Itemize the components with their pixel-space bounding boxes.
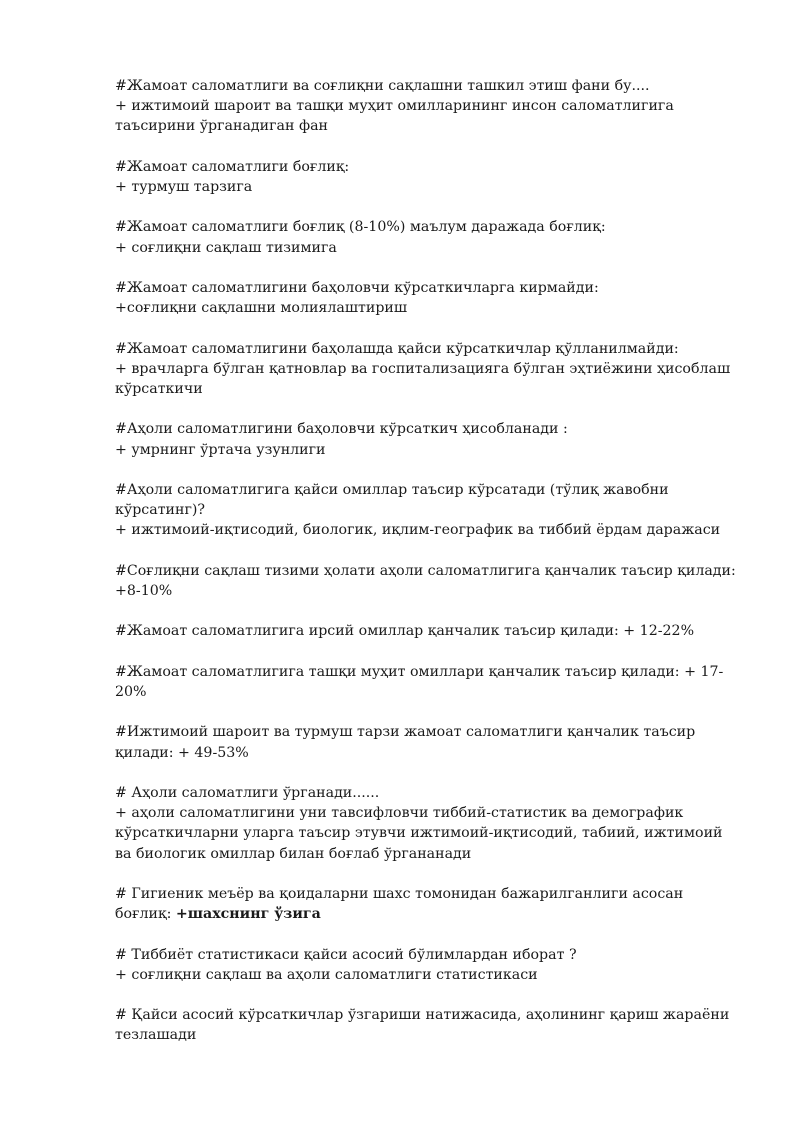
- answer-line: [115, 904, 745, 924]
- answer-text: кўрсаткичи: [115, 380, 203, 397]
- question-text: # Тиббиёт статистикаси қайси асосий бўлимлардан иборат ?: [115, 946, 577, 963]
- qa-block: [115, 157, 745, 197]
- qa-block: [115, 76, 745, 137]
- answer-text: + ижтимоий шароит ва ташқи муҳит омилларининг инсон саломатлигига: [115, 98, 674, 115]
- question-text: #Аҳоли саломатлигини баҳоловчи кўрсаткич ҳисобланади :: [115, 421, 568, 438]
- question-text: #Ижтимоий шароит ва турмуш тарзи жамоат саломатлиги қанчалик таъсир: [115, 724, 696, 741]
- question-text: #Жамоат саломатлигига ташқи муҳит омиллари қанчалик таъсир қилади: + 17-: [115, 663, 724, 680]
- question-text: # Аҳоли саломатлиги ўрганади......: [115, 784, 380, 801]
- answer-text: + врачларга бўлган қатновлар ва госпитализацияга бўлган эҳтиёжини ҳисоблаш: [115, 360, 731, 377]
- answer-text: + умрнинг ўртача узунлиги: [115, 441, 326, 458]
- answer-text: + ижтимоий-иқтисодий, биологик, иқлим-географик ва тиббий ёрдам даражаси: [115, 522, 721, 539]
- question-text: #Жамоат саломатлигини баҳоловчи кўрсаткичларга кирмайди:: [115, 279, 599, 296]
- answer-text: + соғлиқни сақлаш тизимига: [115, 239, 337, 256]
- answer-text: + турмуш тарзига: [115, 179, 253, 195]
- answer-text: ва биологик омиллар билан боғлаб ўргананади: [115, 845, 472, 862]
- question-text: #Жамоат саломатлигига ирсий омиллар қанчалик таъсир қилади: + 12-22%: [115, 623, 695, 640]
- question-text-continued: тезлашади: [115, 1027, 197, 1044]
- answer-prefix: боғлиқ:: [115, 906, 176, 923]
- answer-text: + соғлиқни сақлаш ва аҳоли саломатлиги статистикаси: [115, 966, 538, 983]
- document-content: [115, 76, 745, 1066]
- answer-text: + аҳоли саломатлигини уни тавсифловчи тиббий-статистик ва демографик: [115, 805, 684, 822]
- answer-text: +соғлиқни сақлашни молиялаштириш: [115, 300, 408, 317]
- qa-block: [115, 662, 745, 702]
- question-text: #Жамоат саломатлиги боғлиқ (8-10%) маълум даражада боғлиқ:: [115, 219, 606, 236]
- answer-text: +8-10%: [115, 582, 173, 599]
- question-text: #Жамоат саломатлиги боғлиқ:: [115, 158, 350, 175]
- answer-text: таъсирини ўрганадиган фан: [115, 118, 328, 135]
- qa-block: [115, 278, 745, 318]
- qa-block: [115, 480, 745, 541]
- qa-block: [115, 1005, 745, 1045]
- question-text: # Гигиеник меъёр ва қоидаларни шахс томонидан бажарилганлиги асосан: [115, 885, 684, 902]
- question-text: #Жамоат саломатлигини баҳолашда қайси кўрсаткичлар қўлланилмайди:: [115, 340, 679, 357]
- qa-block: [115, 621, 745, 641]
- answer-text: қилади: + 49-53%: [115, 744, 249, 761]
- qa-block: [115, 783, 745, 864]
- question-text: #Соғлиқни сақлаш тизими ҳолати аҳоли саломатлигига қанчалик таъсир қилади:: [115, 562, 736, 579]
- qa-block: [115, 339, 745, 400]
- question-text: #Жамоат саломатлиги ва соғлиқни сақлашни ташкил этиш фани бу....: [115, 78, 650, 94]
- qa-block: [115, 419, 745, 459]
- qa-block: [115, 561, 745, 601]
- question-text: #Аҳоли саломатлигига қайси омиллар таъсир кўрсатади (тўлиқ жавобни: [115, 481, 669, 498]
- answer-text: 20%: [115, 683, 147, 700]
- qa-block: [115, 722, 745, 762]
- qa-block: [115, 217, 745, 257]
- answer-bold: +шахснинг ўзига: [175, 906, 321, 923]
- question-text-continued: кўрсатинг)?: [115, 502, 206, 519]
- qa-block: [115, 945, 745, 985]
- question-text: # Қайси асосий кўрсаткичлар ўзгариши натижасида, аҳолининг қариш жараёни: [115, 1007, 730, 1024]
- qa-block: [115, 884, 745, 924]
- answer-text: кўрсаткичларни уларга таъсир этувчи ижтимоий-иқтисодий, табиий, ижтимоий: [115, 825, 723, 842]
